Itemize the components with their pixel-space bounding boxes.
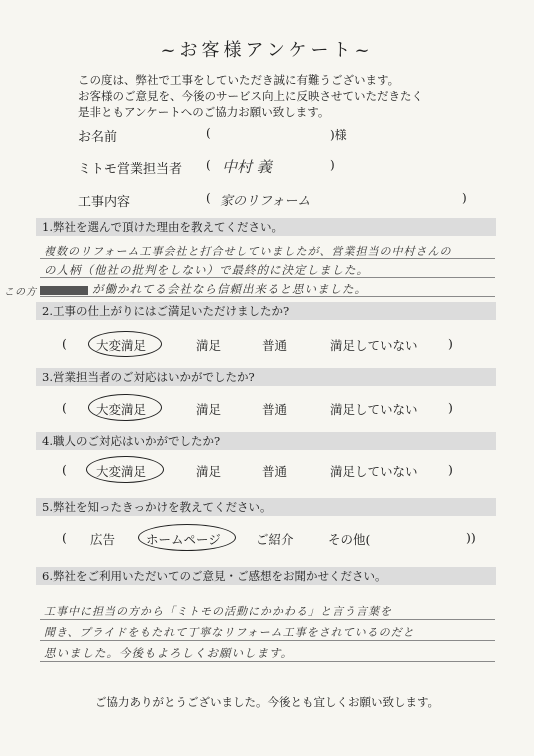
q4-header: 4.職人のご対応はいかがでしたか?: [36, 432, 496, 450]
q4-option[interactable]: 普通: [262, 464, 288, 479]
q4-option[interactable]: 満足: [196, 464, 222, 479]
survey-title: ~お客様アンケート~: [160, 40, 374, 61]
q6-header: 6.弊社をご利用いただいてのご意見・ご感想をお聞かせください。: [36, 567, 496, 585]
q5-option[interactable]: ご紹介: [256, 532, 294, 547]
name-label: お名前: [78, 130, 118, 145]
q5-option[interactable]: その他(: [328, 532, 371, 547]
q3-option[interactable]: 満足していない: [330, 402, 418, 417]
work-label: 工事内容: [78, 195, 131, 210]
answer-line: [40, 619, 495, 620]
q3-header: 3.営業担当者のご対応はいかがでしたか?: [36, 368, 496, 386]
q2-option[interactable]: 大変満足: [96, 338, 147, 353]
work-open-paren: (: [206, 191, 211, 205]
q1-answer-line: 複数のリフォーム工事会社と打合せしていましたが、営業担当の中村さんの: [44, 245, 452, 258]
q3-close-paren: ): [448, 400, 453, 415]
q5-option[interactable]: ホームページ: [146, 532, 221, 547]
q4-close-paren: ): [448, 462, 453, 477]
work-close-paren: ): [462, 191, 467, 205]
q1-header: 1.弊社を選んで頂けた理由を教えてください。: [36, 218, 496, 236]
rep-close-paren: ): [330, 158, 335, 172]
q6-answer-line: 工事中に担当の方から「ミトモの活動にかかわる」と言う言葉を: [44, 605, 392, 618]
name-open-paren: (: [206, 126, 211, 140]
intro-line: この度は、弊社で工事をしていただき誠に有難うございます。: [78, 73, 400, 87]
q2-option[interactable]: 満足: [196, 338, 222, 353]
q3-open-paren: (: [62, 400, 67, 415]
q1-margin-note: この方: [4, 287, 37, 298]
redaction-mark: [40, 286, 88, 295]
q3-option[interactable]: 大変満足: [96, 402, 147, 417]
q6-answer-line: 聞き、プライドをもたれて丁寧なリフォーム工事をされているのだと: [44, 626, 415, 639]
q2-close-paren: ): [448, 336, 453, 351]
q5-option[interactable]: 広告: [90, 532, 116, 547]
q1-answer-line: が働かれてる会社なら信頼出来ると思いました。: [92, 282, 367, 296]
q6-answer-line: 思いました。今後もよろしくお願いします。: [44, 646, 294, 660]
footer-thanks: ご協力ありがとうございました。今後とも宜しくお願い致します。: [94, 695, 440, 709]
answer-line: [40, 661, 495, 662]
name-suffix: )様: [330, 128, 347, 142]
answer-line: [40, 640, 495, 641]
q3-option[interactable]: 普通: [262, 402, 288, 417]
q2-option[interactable]: 満足していない: [330, 338, 418, 353]
q5-open-paren: (: [62, 530, 67, 545]
q5-header: 5.弊社を知ったきっかけを教えてください。: [36, 498, 496, 516]
rep-label: ミトモ営業担当者: [78, 162, 183, 177]
q4-option[interactable]: 大変満足: [96, 464, 147, 479]
q2-option[interactable]: 普通: [262, 338, 288, 353]
q4-open-paren: (: [62, 462, 67, 477]
intro-text: [78, 72, 498, 120]
q4-option[interactable]: 満足していない: [330, 464, 418, 479]
q5-close-paren: )): [466, 530, 476, 545]
q2-header: 2.工事の仕上がりにはご満足いただけましたか?: [36, 302, 496, 320]
intro-line: お客様のご意見を、今後のサービス向上に反映させていただきたく: [78, 89, 423, 103]
rep-open-paren: (: [206, 158, 211, 172]
q3-option[interactable]: 満足: [196, 402, 222, 417]
work-value: 家のリフォーム: [220, 194, 311, 209]
intro-line: 是非ともアンケートへのご協力お願い致します。: [78, 105, 330, 119]
rep-value: 中村 義: [222, 158, 272, 176]
q2-open-paren: (: [62, 336, 67, 351]
q1-answer-line: の人柄（他社の批判をしない）で最終的に決定しました。: [44, 263, 369, 277]
